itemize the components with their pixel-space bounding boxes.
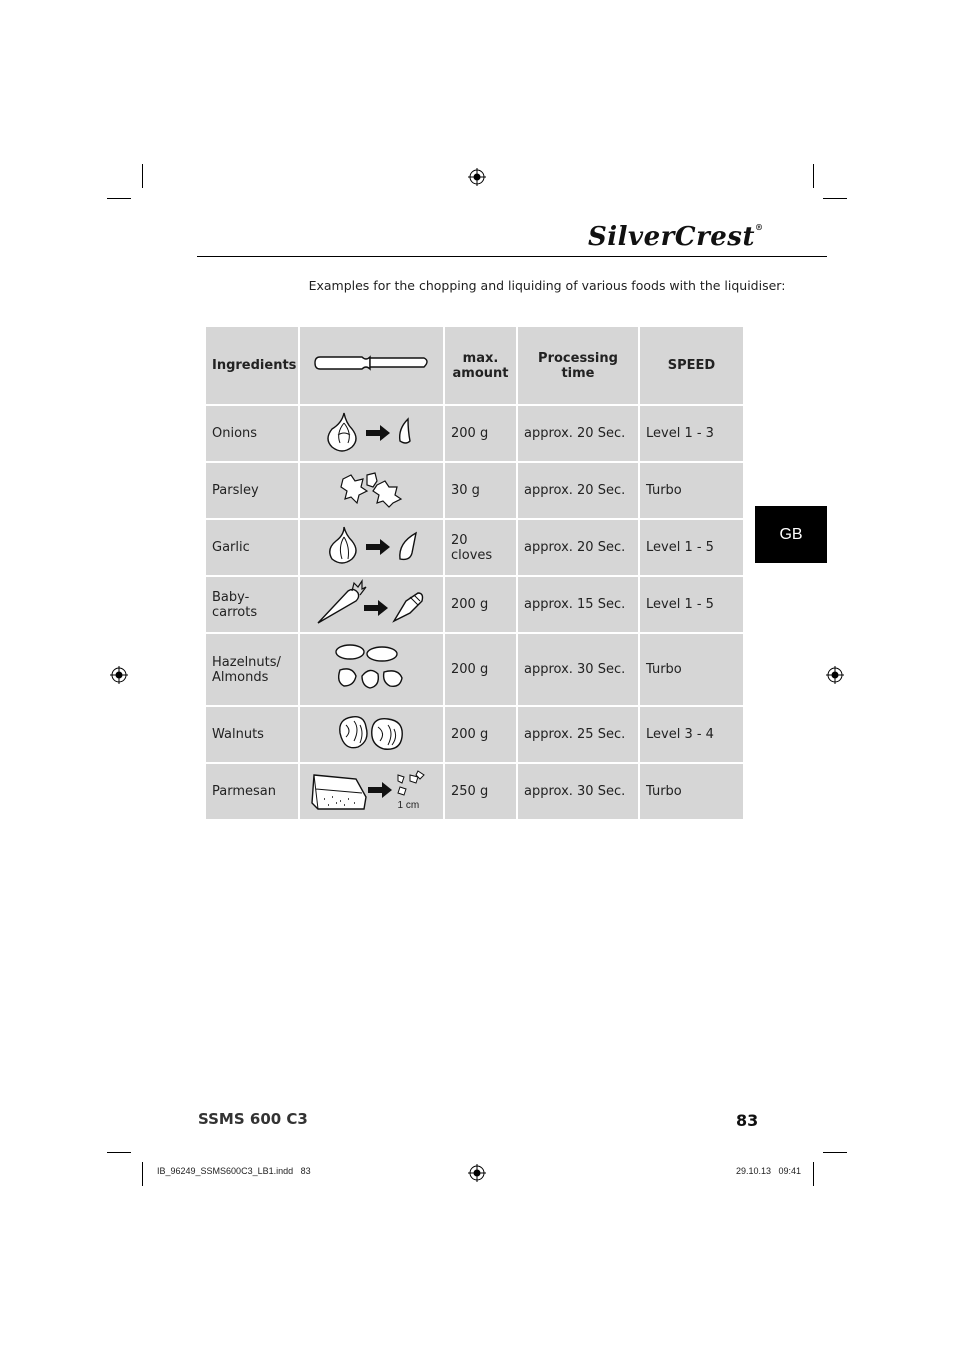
registration-mark-icon [826, 666, 844, 684]
table-row [206, 764, 743, 819]
crop-mark [142, 1162, 143, 1186]
size-label: 1 cm [397, 799, 420, 811]
ingredient-cell: Baby-carrots [206, 577, 300, 634]
speed-cell: Level 1 - 5 [640, 520, 743, 577]
amount-cell: 200 g [445, 577, 518, 634]
speed-cell: Level 1 - 5 [640, 577, 743, 634]
speed-cell: Turbo [640, 764, 743, 819]
amount-cell: 200 g [445, 707, 518, 764]
knife-icon [300, 327, 445, 406]
ingredient-cell: Parmesan [206, 764, 300, 819]
table-row [206, 577, 743, 634]
crop-mark [813, 164, 814, 188]
crop-mark [107, 1152, 131, 1153]
crop-mark [813, 1162, 814, 1186]
chopping-table [206, 327, 743, 819]
column-header-time: Processing time [518, 327, 640, 406]
amount-cell: 30 g [445, 463, 518, 520]
print-timestamp: 29.10.13 09:41 [736, 1166, 802, 1176]
table-row [206, 463, 743, 520]
nuts-icon [300, 634, 445, 707]
onion-chopping-icon [300, 406, 445, 463]
brand-logo: SilverCrest® [588, 222, 764, 252]
registration-mark-icon [468, 168, 486, 186]
amount-cell: 20 cloves [445, 520, 518, 577]
amount-cell: 250 g [445, 764, 518, 819]
model-name: SSMS 600 C3 [198, 1110, 308, 1128]
time-cell: approx. 30 Sec. [518, 764, 640, 819]
parsley-icon [300, 463, 445, 520]
table-row [206, 520, 743, 577]
time-cell: approx. 20 Sec. [518, 406, 640, 463]
table-row [206, 707, 743, 764]
file-slug: IB_96249_SSMS600C3_LB1.indd 83 [157, 1166, 311, 1176]
table-header-row [206, 327, 743, 406]
time-cell: approx. 20 Sec. [518, 520, 640, 577]
time-cell: approx. 15 Sec. [518, 577, 640, 634]
table-row [206, 634, 743, 707]
ingredient-cell: Onions [206, 406, 300, 463]
header-rule [197, 256, 827, 257]
carrot-chopping-icon [300, 577, 445, 634]
language-tab: GB [755, 506, 827, 563]
column-header-speed: SPEED [640, 327, 743, 406]
ingredient-cell: Walnuts [206, 707, 300, 764]
crop-mark [107, 198, 131, 199]
garlic-chopping-icon [300, 520, 445, 577]
ingredient-cell: Parsley [206, 463, 300, 520]
registration-mark-icon [110, 666, 128, 684]
ingredient-cell: Garlic [206, 520, 300, 577]
time-cell: approx. 20 Sec. [518, 463, 640, 520]
column-header-ingredients: Ingredients [206, 327, 300, 406]
speed-cell: Turbo [640, 463, 743, 520]
registration-mark-icon [468, 1164, 486, 1182]
table-row [206, 406, 743, 463]
intro-text: Examples for the chopping and liquiding of various foods with the liquidiser: [308, 278, 786, 293]
crop-mark [142, 164, 143, 188]
speed-cell: Level 3 - 4 [640, 707, 743, 764]
column-header-amount: max. amount [445, 327, 518, 406]
crop-mark [823, 198, 847, 199]
speed-cell: Turbo [640, 634, 743, 707]
walnuts-icon [300, 707, 445, 764]
amount-cell: 200 g [445, 634, 518, 707]
time-cell: approx. 25 Sec. [518, 707, 640, 764]
ingredient-cell: Hazelnuts/ Almonds [206, 634, 300, 707]
amount-cell: 200 g [445, 406, 518, 463]
speed-cell: Level 1 - 3 [640, 406, 743, 463]
parmesan-chopping-icon [300, 764, 445, 819]
crop-mark [823, 1152, 847, 1153]
time-cell: approx. 30 Sec. [518, 634, 640, 707]
page-number: 83 [736, 1111, 759, 1130]
